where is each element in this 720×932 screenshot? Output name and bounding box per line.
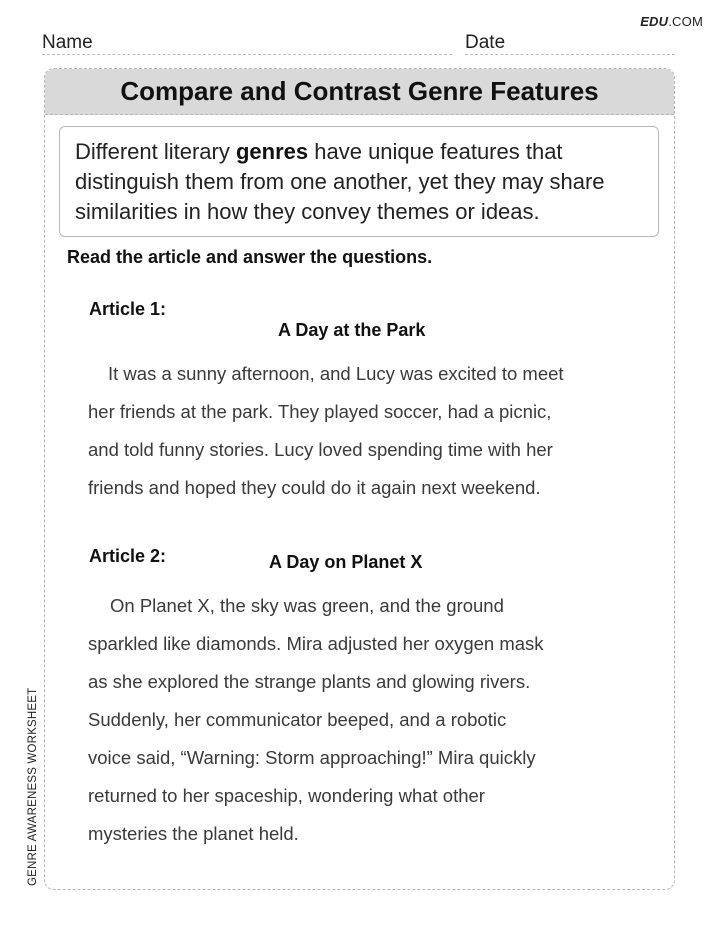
worksheet-card	[44, 68, 675, 890]
worksheet-type-label: GENRE AWARENESS WORKSHEET	[27, 687, 39, 886]
article-1-line: and told funny stories. Lucy loved spending time with her	[88, 439, 553, 460]
name-field[interactable]	[42, 32, 452, 55]
instruction-text: Read the article and answer the questions.	[67, 247, 433, 267]
article-1-body	[88, 355, 648, 507]
article-2-line: sparkled like diamonds. Mira adjusted her oxygen mask	[88, 633, 544, 654]
article-2-line: returned to her spaceship, wondering what other	[88, 785, 485, 806]
brand-logo-rest: .COM	[668, 14, 703, 29]
intro-text-before: Different literary	[75, 139, 236, 164]
article-2-body	[88, 587, 648, 853]
article-1-line: It was a sunny afternoon, and Lucy was excited to meet	[108, 363, 564, 384]
article-1-title: A Day at the Park	[278, 320, 426, 340]
article-2-line: Suddenly, her communicator beeped, and a robotic	[88, 709, 507, 730]
intro-box	[59, 126, 659, 237]
brand-logo-bold: EDU	[640, 14, 669, 29]
article-2-title: A Day on Planet X	[269, 552, 423, 572]
article-2-label: Article 2:	[89, 546, 167, 566]
article-1-label: Article 1:	[89, 299, 167, 319]
article-2-line: On Planet X, the sky was green, and the ground	[110, 595, 504, 616]
article-2-line: mysteries the planet held.	[88, 823, 299, 844]
article-2-line: voice said, “Warning: Storm approaching!” Mira quickly	[88, 747, 536, 768]
name-label: Name	[42, 32, 93, 53]
date-label: Date	[465, 32, 506, 53]
date-field[interactable]	[465, 32, 675, 55]
article-1-line: her friends at the park. They played soccer, had a picnic,	[88, 401, 552, 422]
brand-logo	[640, 14, 703, 29]
article-2-line: as she explored the strange plants and glowing rivers.	[88, 671, 531, 692]
intro-text-bold: genres	[235, 139, 309, 164]
article-1-line: friends and hoped they could do it again next weekend.	[88, 477, 541, 498]
intro-text-after: have unique features that distinguish them from one another, yet they may share similarities in how they convey themes or ideas.	[75, 139, 605, 224]
worksheet-title: Compare and Contrast Genre Features	[45, 69, 674, 115]
